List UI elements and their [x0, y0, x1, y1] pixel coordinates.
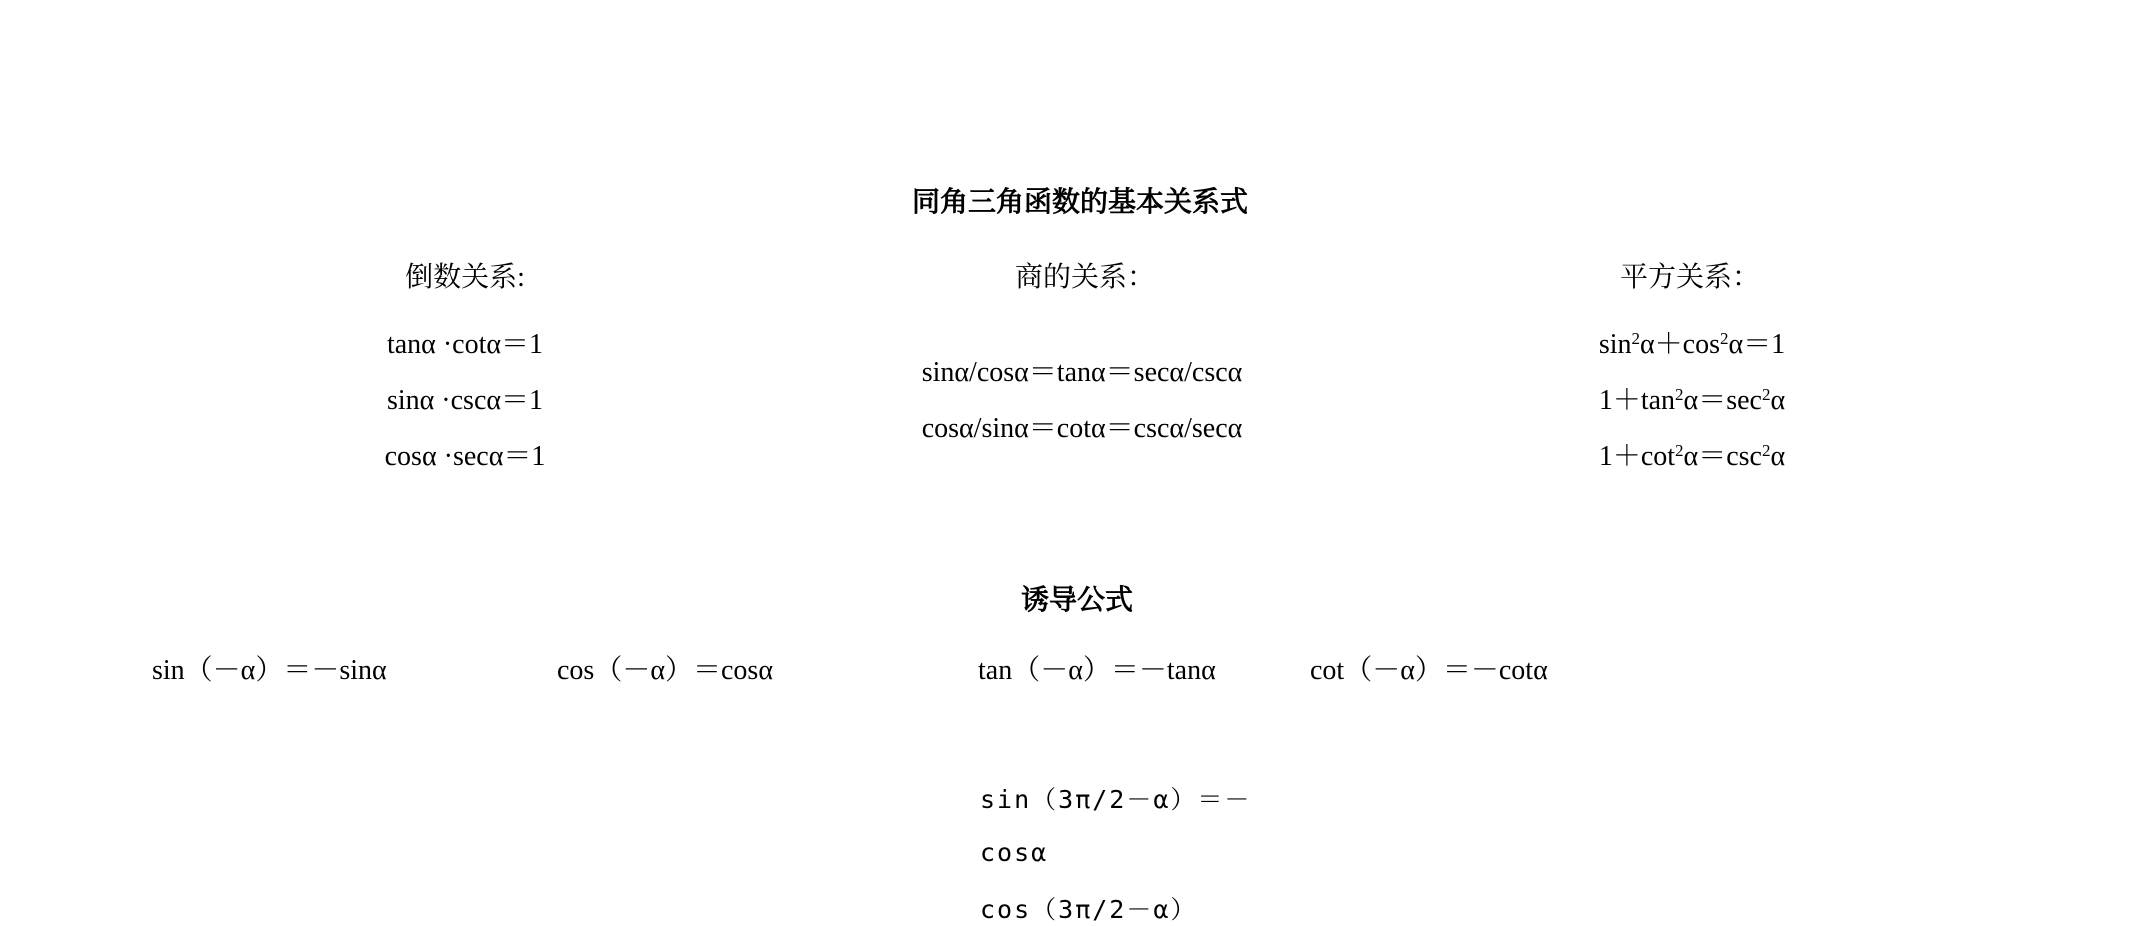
reciprocal-formula: tanα ·cotα＝1: [386, 329, 544, 360]
section-title-basic-relations: 同角三角函数的基本关系式: [911, 187, 1249, 218]
heading-square: 平方关系：: [1619, 262, 1761, 293]
induction-formula: cosα: [980, 838, 1049, 867]
square-formula: $1+\cot^2\alpha=\csc^2\alpha$: [1598, 441, 1786, 472]
induction-formula: sin（－α）＝－sinα: [152, 655, 387, 686]
square-formula: $\sin^2\alpha+\cos^2\alpha=1$: [1598, 329, 1786, 360]
quotient-formula: sinα/cosα＝tanα＝secα/cscα: [921, 357, 1243, 388]
square-formula: $1+\tan^2\alpha=\sec^2\alpha$: [1598, 385, 1786, 416]
induction-formula: tan（－α）＝－tanα: [978, 655, 1216, 686]
reciprocal-formula: cosα ·secα＝1: [384, 441, 546, 472]
reciprocal-formula: sinα ·cscα＝1: [386, 385, 544, 416]
induction-formula-partial: cos（3π/2－α）: [980, 895, 1198, 924]
section-title-induction-formulas: 诱导公式: [1020, 585, 1134, 616]
induction-formula: cot（－α）＝－cotα: [1310, 655, 1548, 686]
quotient-formula: cosα/sinα＝cotα＝cscα/secα: [921, 413, 1243, 444]
induction-formula: sin（3π/2－α）＝－: [980, 785, 1252, 814]
heading-reciprocal: 倒数关系:: [405, 262, 525, 293]
induction-formula: cos（－α）＝cosα: [557, 655, 773, 686]
heading-quotient: 商的关系：: [1014, 262, 1156, 293]
